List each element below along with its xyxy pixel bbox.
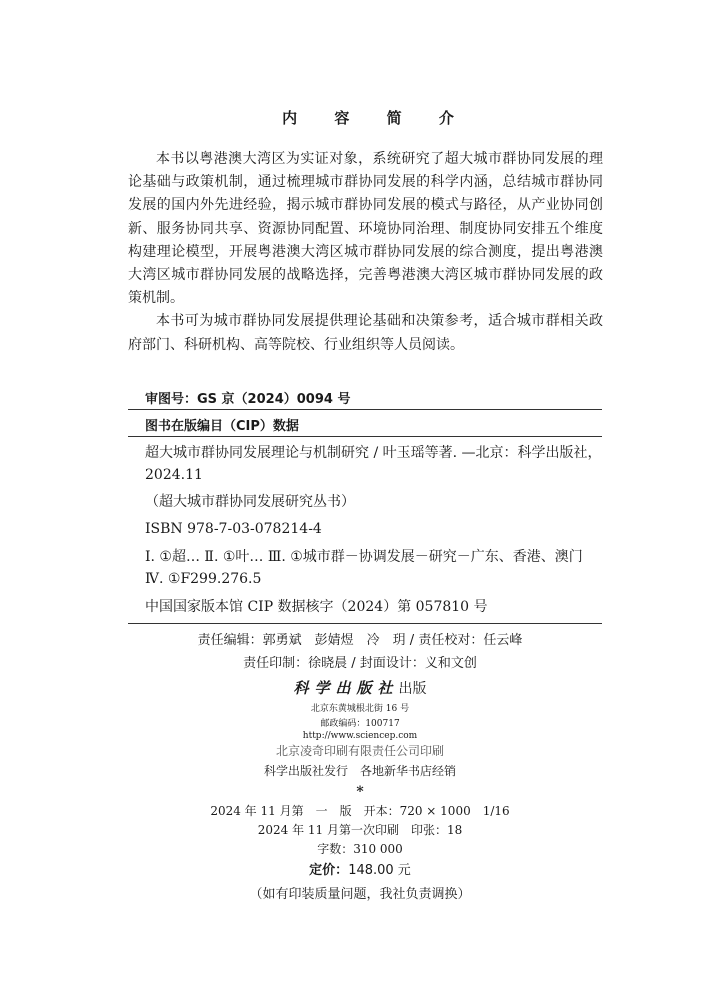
price-label: 定价： <box>309 863 349 878</box>
publisher-line <box>0 677 720 698</box>
distribution-line: 科学出版社发行 各地新华书店经销 <box>263 764 456 778</box>
cip-line-record-number: 中国国家版本馆 CIP 数据核字（2024）第 057810 号 <box>145 599 488 615</box>
publisher-address: 北京东黄城根北街 16 号 <box>310 704 410 714</box>
divider-cip <box>128 436 602 437</box>
cip-title: 图书在版编目（CIP）数据 <box>145 419 299 434</box>
edition-line-1: 2024 年 11 月第 一 版 开本：720 × 1000 1/16 <box>210 804 510 818</box>
map-review-number: 审图号：GS 京（2024）0094 号 <box>145 392 351 407</box>
summary-section <box>128 148 603 357</box>
credits-editors: 责任编辑：郭勇斌 彭婧煜 冷 玥 / 责任校对：任云峰 <box>197 633 523 648</box>
publisher-logo: 科学出版社 <box>293 679 399 697</box>
page-title: 内 容 简 介 <box>282 109 470 127</box>
publisher-suffix: 出版 <box>398 681 427 697</box>
credits-printing-design: 责任印制：徐晓晨 / 封面设计：义和文创 <box>243 656 477 671</box>
quality-note: （如有印装质量问题，我社负责调换） <box>249 887 471 902</box>
publisher-url: http://www.sciencep.com <box>302 731 418 741</box>
cip-line-title-author: 超大城市群协同发展理论与机制研究 / 叶玉瑶等著. —北京：科学出版社，2024.11 <box>145 445 602 483</box>
summary-paragraph-1: 本书以粤港澳大湾区为实证对象，系统研究了超大城市群协同发展的理论基础与政策机制，通过梳理城市群协同发展的科学内涵，总结城市群协同发展的国内外先进经验，揭示城市群协同发展的模式与路径，从产业协同创新、服务协同共享、资源协同配置、环境协同治理、制度协同安排五个维度构建理论模型，开展粤港澳大湾区城市群协同发展的综合测度，提出粤港澳大湾区城市群协同发展的战略选择，完善粤港澳大湾区城市群协同发展的政策机制。 <box>128 151 603 307</box>
publisher-postcode: 邮政编码：100717 <box>320 719 400 729</box>
summary-paragraph-2: 本书可为城市群协同发展提供理论基础和决策参考，适合城市群相关政府部门、科研机构、高等院校、行业组织等人员阅读。 <box>128 313 603 353</box>
cip-line-classification: Ⅰ. ①超… Ⅱ. ①叶… Ⅲ. ①城市群－协调发展－研究－广东、香港、澳门 Ⅳ. ①F299.276.5 <box>145 549 583 587</box>
price-line <box>0 859 720 878</box>
word-count: 字数：310 000 <box>317 842 403 856</box>
price-value: 148.00 元 <box>348 863 411 878</box>
printer-line: 北京凌奇印刷有限责任公司印刷 <box>275 744 444 758</box>
cip-line-isbn: ISBN 978-7-03-078214-4 <box>145 521 322 537</box>
separator-asterisk: * <box>356 784 364 800</box>
divider-top <box>128 409 602 410</box>
cip-line-series: （超大城市群协同发展研究丛书） <box>145 494 355 510</box>
edition-line-2: 2024 年 11 月第一次印刷 印张：18 <box>257 823 463 837</box>
divider-bottom <box>128 623 602 624</box>
